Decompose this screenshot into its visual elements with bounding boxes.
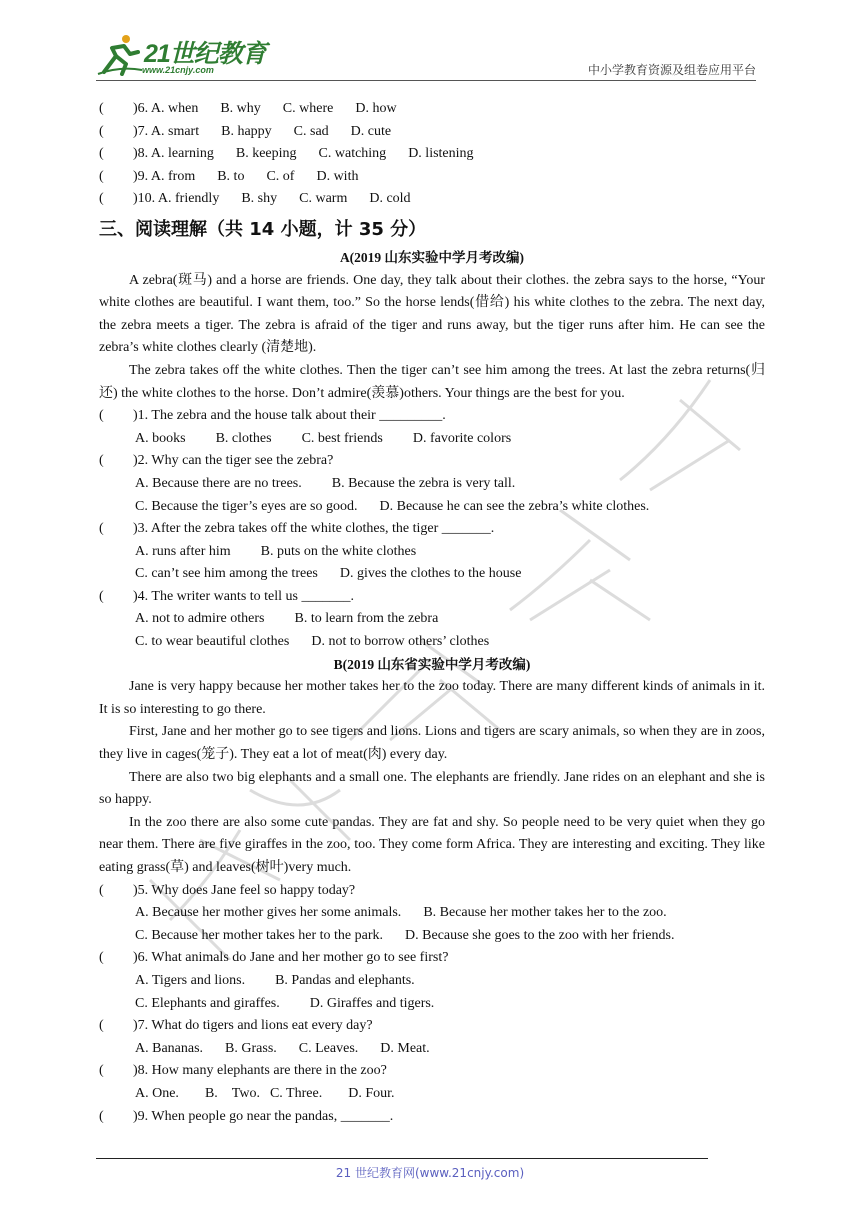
list-item: ( )6. A. when B. why C. where D. how	[99, 101, 397, 116]
question: ( )1. The zebra and the house talk about their _________.	[99, 408, 446, 424]
list-item: ( )8. A. learning B. keeping C. watching D. listening	[99, 146, 474, 162]
list-item: ( )7. A. smart B. happy C. sad D. cute	[99, 123, 392, 139]
section-title: 三、阅读理解（共 14 小题，计 35 分）	[99, 218, 427, 240]
passage-a-paragraph: The zebra takes off the white clothes. Then the tiger can’t see him among the trees. At last the zebra returns(归还) the white clothes to the horse. Don’t admire(羡慕)others. Your things are the best for you.	[99, 362, 765, 401]
options-row: C. can’t see him among the trees D. gives the clothes to the house	[135, 566, 522, 582]
question: ( )8. How many elephants are there in the zoo?	[99, 1063, 387, 1079]
passage-b-paragraph: First, Jane and her mother go to see tigers and lions. Lions and tigers are scary animals, so when they are in zoos, they live in cages(笼子). They eat a lot of meat(肉) every day.	[99, 724, 765, 763]
logo-url: www.21cnjy.com	[142, 65, 214, 75]
question: ( )9. When people go near the pandas, _______.	[99, 1108, 394, 1124]
options-row: A. Bananas. B. Grass. C. Leaves. D. Meat.	[135, 1040, 430, 1056]
question: ( )6. What animals do Jane and her mother go to see first?	[99, 950, 449, 966]
options-row: A. Because there are no trees. B. Because the zebra is very tall.	[135, 475, 516, 491]
question: ( )7. What do tigers and lions eat every day?	[99, 1018, 373, 1034]
question: ( )3. After the zebra takes off the white clothes, the tiger _______.	[99, 521, 495, 537]
options-row: C. to wear beautiful clothes D. not to borrow others’ clothes	[135, 634, 490, 650]
options-row: C. Because her mother takes her to the park. D. Because she goes to the zoo with her friends.	[135, 927, 675, 943]
passage-b-paragraph: There are also two big elephants and a small one. The elephants are friendly. Jane rides on an elephant and she is so happy.	[99, 769, 765, 808]
options-row: A. One. B. Two. C. Three. D. Four.	[135, 1085, 395, 1101]
footer-divider	[96, 1158, 708, 1159]
question: ( )4. The writer wants to tell us _______.	[99, 588, 354, 604]
list-item: ( )10. A. friendly B. shy C. warm D. cold	[99, 191, 411, 207]
passage-a-paragraph: A zebra(斑马) and a horse are friends. One day, they talk about their clothes. the zebra says to the horse, “Your white clothes are beautiful. I want them, too.” So the horse lends(借给) his white clothes to the zebra. The next day, the zebra meets a tiger. The zebra is afraid of the tiger and runs away, but the tiger runs after him. He can see the zebra’s white clothes clearly (清楚地).	[99, 272, 765, 356]
platform-name: 中小学教育资源及组卷应用平台	[587, 63, 756, 77]
question: ( )2. Why can the tiger see the zebra?	[99, 453, 334, 469]
options-row: C. Because the tiger’s eyes are so good. D. Because he can see the zebra’s white clothes.	[135, 498, 650, 514]
options-row: A. books B. clothes C. best friends D. favorite colors	[135, 430, 512, 446]
passage-b-paragraph: In the zoo there are also some cute pandas. They are fat and shy. So people need to be very quiet when they go near them. There are five giraffes in the zoo, too. They come form Africa. They are interesting and exciting. They like eating grass(草) and leaves(树叶)very much.	[99, 814, 765, 875]
logo-text: 21世纪教育	[144, 40, 266, 68]
question: ( )5. Why does Jane feel so happy today?	[99, 882, 356, 898]
page-header	[96, 30, 756, 82]
previous-items	[99, 98, 765, 211]
list-item: ( )9. A. from B. to C. of D. with	[99, 168, 359, 184]
header-divider	[96, 80, 756, 81]
content	[99, 98, 765, 1128]
options-row: C. Elephants and giraffes. D. Giraffes and tigers.	[135, 995, 435, 1011]
passage-b-paragraph: Jane is very happy because her mother takes her to the zoo today. There are many different kinds of animals in it. It is so interesting to go there.	[99, 679, 765, 717]
options-row: A. not to admire others B. to learn from the zebra	[135, 611, 439, 627]
options-row: A. runs after him B. puts on the white clothes	[135, 543, 417, 559]
runner-logo-icon	[96, 32, 144, 76]
logo	[96, 32, 266, 78]
options-row: A. Tigers and lions. B. Pandas and elephants.	[135, 972, 415, 988]
page-footer: 21 世纪教育网(www.21cnjy.com)	[335, 1166, 525, 1180]
passage-a-title: A(2019 山东实验中学月考改编)	[339, 249, 525, 265]
options-row: A. Because her mother gives her some animals. B. Because her mother takes her to the zoo.	[135, 905, 667, 921]
passage-b-title: B(2019 山东省实验中学月考改编)	[333, 656, 531, 672]
